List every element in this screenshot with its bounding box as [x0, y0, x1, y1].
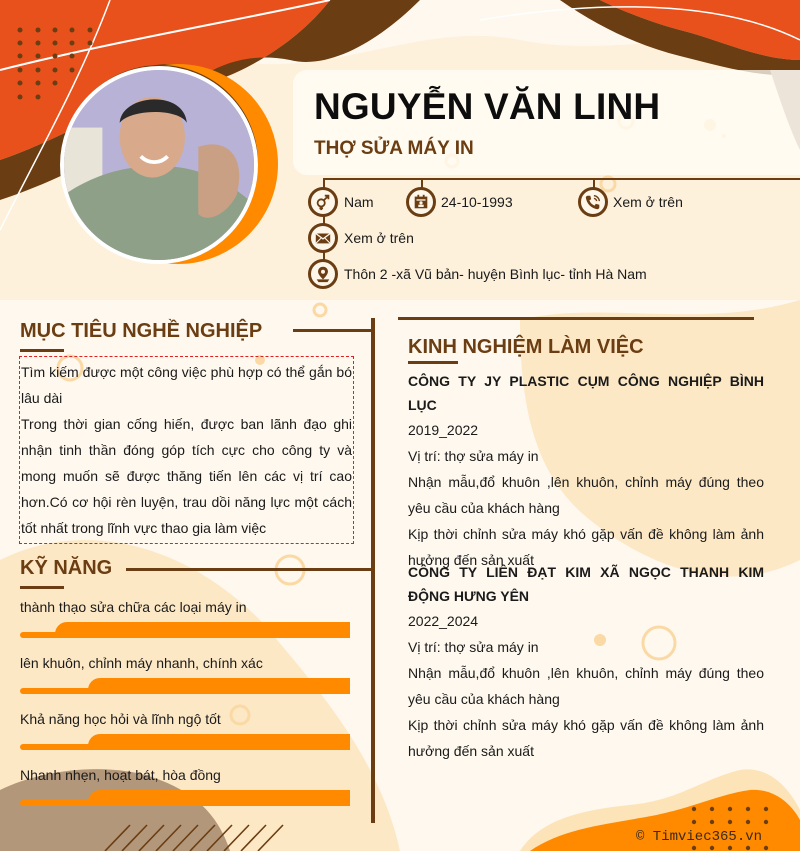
skill-level-bar [20, 622, 350, 638]
contact-connector [323, 178, 800, 180]
objective-header-rule [293, 329, 373, 332]
avatar [60, 66, 258, 264]
job-period: 2022_2024 [408, 613, 479, 629]
skill-level-bar [20, 790, 350, 806]
gender-icon [308, 187, 338, 217]
watermark: © Timviec365.vn [636, 829, 763, 845]
skill-label: thành thạo sửa chữa các loại máy in [20, 599, 247, 615]
person-photo-icon [64, 70, 254, 260]
objective-paragraph: Trong thời gian cống hiến, được ban lãnh đạo ghi nhận tinh thần đóng góp tích cực cho công ty và mong muốn sẽ được thăng tiến lên các vị trí cao hơn.Có cơ hội rèn luyện, trau dồi năng lực một cách tốt nhất trong lĩnh vực thao gia làm việc [21, 416, 352, 536]
calendar-icon [406, 187, 436, 217]
phone-icon [578, 187, 608, 217]
objective-title: MỤC TIÊU NGHỀ NGHIỆP [20, 320, 263, 342]
experience-header-rule [398, 317, 754, 320]
objective-text [19, 356, 354, 544]
skills-header-rule [126, 568, 373, 571]
skills-title-underline [20, 586, 64, 589]
skill-label: Nhanh nhẹn, hoạt bát, hòa đồng [20, 767, 221, 783]
experience-entry [408, 369, 764, 573]
birthday-value: 24-10-1993 [441, 194, 513, 210]
objective-title-underline [20, 349, 64, 352]
address-value: Thôn 2 -xã Vũ bản- huyện Bình lục- tỉnh Hà Nam [344, 266, 647, 282]
company-name: CÔNG TY LIÊN ĐẠT KIM XÃ NGỌC THANH KIM ĐỘNG HƯNG YÊN [408, 564, 764, 604]
job-period: 2019_2022 [408, 422, 479, 438]
objective-paragraph: Tìm kiếm được một công việc phù hợp có thể gắn bó lâu dài [21, 364, 352, 406]
location-pin-icon [308, 259, 338, 289]
skills-title: KỸ NĂNG [20, 557, 113, 579]
phone-value: Xem ở trên [613, 194, 683, 210]
skill-level-bar [20, 734, 350, 750]
job-duty: Kịp thời chỉnh sửa máy khó gặp vấn đề không làm ảnh hưởng đến sản xuất [408, 526, 764, 568]
skill-level-bar [20, 678, 350, 694]
job-position: Vị trí: thợ sửa máy in [408, 639, 539, 655]
experience-title: KINH NGHIỆM LÀM VIỆC [408, 336, 644, 358]
job-duty: Nhận mẫu,đổ khuôn ,lên khuôn, chỉnh máy đúng theo yêu cầu của khách hàng [408, 665, 764, 707]
job-duty: Kịp thời chỉnh sửa máy khó gặp vấn đề không làm ảnh hưởng đến sản xuất [408, 717, 764, 759]
email-value: Xem ở trên [344, 230, 414, 246]
job-position: Vị trí: thợ sửa máy in [408, 448, 539, 464]
company-name: CÔNG TY JY PLASTIC CỤM CÔNG NGHIỆP BÌNH LỤC [408, 373, 764, 413]
skill-label: Khả năng học hỏi và lĩnh ngộ tốt [20, 711, 221, 727]
full-name: NGUYỄN VĂN LINH [314, 86, 661, 127]
skill-label: lên khuôn, chỉnh máy nhanh, chính xác [20, 655, 263, 671]
experience-title-underline [408, 361, 458, 364]
gender-value: Nam [344, 194, 374, 210]
job-duty: Nhận mẫu,đổ khuôn ,lên khuôn, chỉnh máy đúng theo yêu cầu của khách hàng [408, 474, 764, 516]
job-title: THỢ SỬA MÁY IN [314, 138, 474, 159]
email-icon [308, 223, 338, 253]
experience-entry [408, 560, 764, 764]
